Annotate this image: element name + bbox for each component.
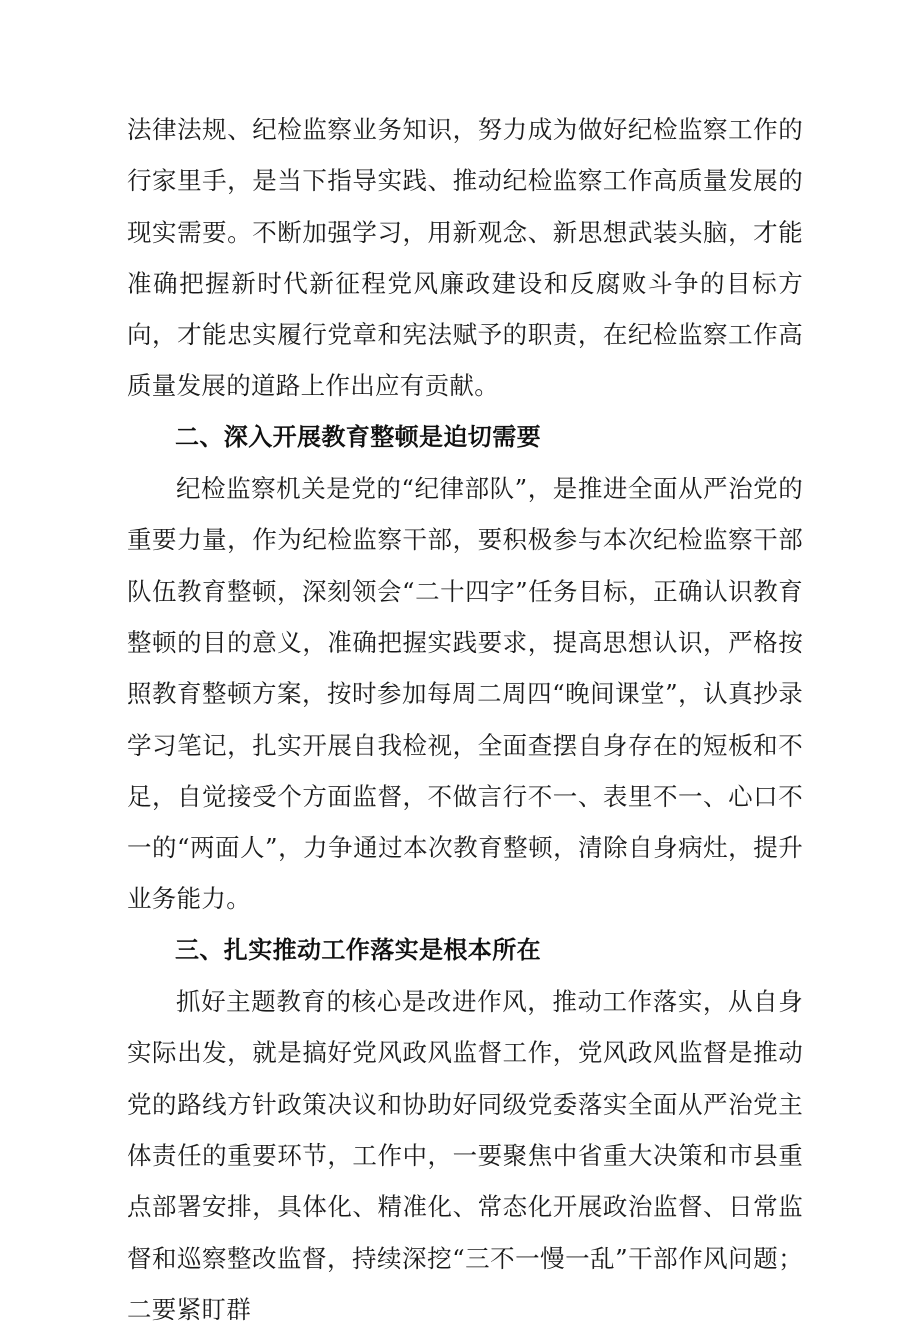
section-heading-3: 三、扎实推动工作落实是根本所在 (175, 935, 541, 964)
document-body (127, 104, 803, 1335)
section-heading-2: 二、深入开展教育整顿是迫切需要 (175, 422, 541, 451)
paragraph-section-3: 抓好主题教育的核心是改进作风，推动工作落实，从自身实际出发，就是搞好党风政风监督工作，党风政风监督是推动党的路线方针政策决议和协助好同级党委落实全面从严治党主体责任的重要环节，工作中，一要聚焦中省重大决策和市县重点部署安排，具体化、精准化、常态化开展政治监督、日常监督和巡察整改监督，持续深挖“三不一慢一乱”干部作风问题；二要紧盯群 (127, 987, 803, 1324)
paragraph-section-2: 纪检监察机关是党的“纪律部队”，是推进全面从严治党的重要力量，作为纪检监察干部，要积极参与本次纪检监察干部队伍教育整顿，深刻领会“二十四字”任务目标，正确认识教育整顿的目的意义，准确把握实践要求，提高思想认识，严格按照教育整顿方案，按时参加每周二周四“晚间课堂”，认真抄录学习笔记，扎实开展自我检视，全面查摆自身存在的短板和不足，自觉接受个方面监督，不做言行不一、表里不一、心口不一的“两面人”，力争通过本次教育整顿，清除自身病灶，提升业务能力。 (127, 474, 803, 914)
paragraph-continuation: 法律法规、纪检监察业务知识，努力成为做好纪检监察工作的行家里手，是当下指导实践、推动纪检监察工作高质量发展的现实需要。不断加强学习，用新观念、新思想武装头脑，才能准确把握新时代新征程党风廉政建设和反腐败斗争的目标方向，才能忠实履行党章和宪法赋予的职责，在纪检监察工作高质量发展的道路上作出应有贡献。 (127, 115, 803, 401)
